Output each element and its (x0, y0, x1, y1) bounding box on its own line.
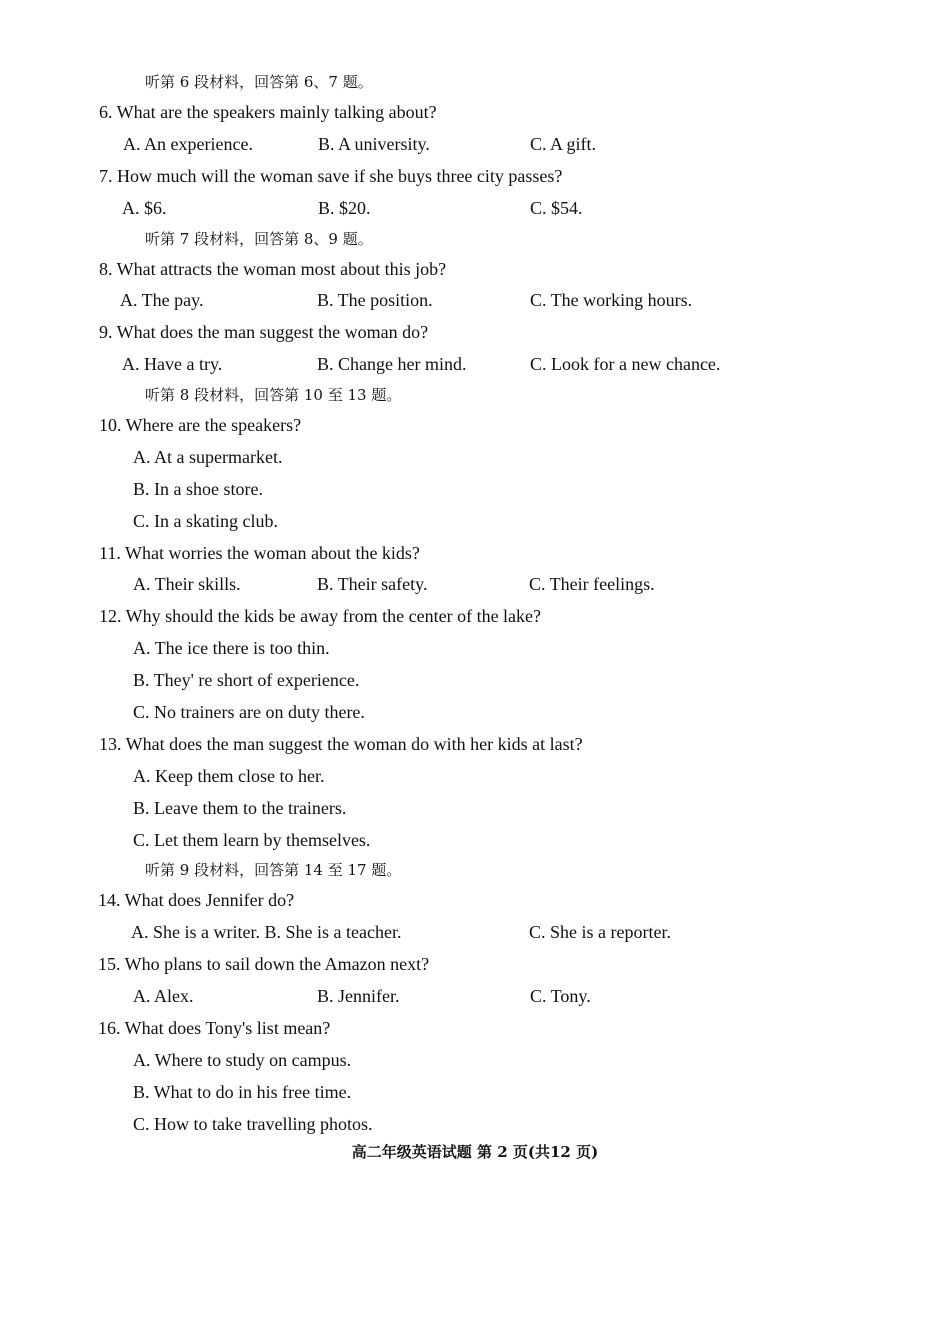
section-instruction: 听第 6 段材料，回答第 6、7 题。 (145, 73, 373, 91)
option-b: B. Jennifer. (317, 986, 400, 1006)
question-stem: 15. Who plans to sail down the Amazon next? (98, 954, 430, 974)
question-stem: 9. What does the man suggest the woman do? (99, 322, 429, 342)
section-instruction: 听第 8 段材料，回答第 10 至 13 题。 (145, 386, 402, 404)
question-stem: 8. What attracts the woman most about this job? (99, 259, 447, 279)
option-b: B. Their safety. (317, 574, 428, 594)
section-instruction: 听第 9 段材料，回答第 14 至 17 题。 (145, 861, 402, 879)
option-b: B. In a shoe store. (133, 479, 263, 499)
question-stem: 11. What worries the woman about the kids? (99, 543, 420, 563)
option-c: C. In a skating club. (133, 511, 278, 531)
option-a: A. $6. (122, 198, 167, 218)
question-stem: 10. Where are the speakers? (99, 415, 302, 435)
question-stem: 7. How much will the woman save if she buys three city passes? (99, 166, 563, 186)
option-c: C. $54. (530, 198, 583, 218)
question-stem: 16. What does Tony's list mean? (98, 1018, 331, 1038)
question-stem: 6. What are the speakers mainly talking about? (99, 102, 437, 122)
option-c: C. No trainers are on duty there. (133, 702, 365, 722)
option-b: B. A university. (318, 134, 430, 154)
section-instruction: 听第 7 段材料，回答第 8、9 题。 (145, 230, 373, 248)
option-b: B. The position. (317, 290, 433, 310)
question-stem: 12. Why should the kids be away from the center of the lake? (99, 606, 542, 626)
option-b: B. $20. (318, 198, 371, 218)
option-c: C. Let them learn by themselves. (133, 830, 371, 850)
option-b: B. What to do in his free time. (133, 1082, 352, 1102)
option-c: C. She is a reporter. (529, 922, 671, 942)
option-b: B. They' re short of experience. (133, 670, 360, 690)
option-a: A. Keep them close to her. (133, 766, 325, 786)
question-stem: 13. What does the man suggest the woman do with her kids at last? (99, 734, 583, 754)
option-a: A. An experience. (123, 134, 253, 154)
option-c: C. Look for a new chance. (530, 354, 721, 374)
option-a-b: A. She is a writer. B. She is a teacher. (131, 922, 402, 942)
option-c: C. Tony. (530, 986, 591, 1006)
option-a: A. Alex. (133, 986, 194, 1006)
option-a: A. The ice there is too thin. (133, 638, 330, 658)
option-a: A. Their skills. (133, 574, 241, 594)
option-a: A. At a supermarket. (133, 447, 283, 467)
option-a: A. Where to study on campus. (133, 1050, 352, 1070)
option-c: C. Their feelings. (529, 574, 655, 594)
option-c: C. How to take travelling photos. (133, 1114, 373, 1134)
option-b: B. Leave them to the trainers. (133, 798, 347, 818)
option-c: C. A gift. (530, 134, 597, 154)
page-footer: 高二年级英语试题 第 2 页(共12 页) (351, 1143, 599, 1161)
option-a: A. Have a try. (122, 354, 223, 374)
option-c: C. The working hours. (530, 290, 693, 310)
option-b: B. Change her mind. (317, 354, 467, 374)
option-a: A. The pay. (120, 290, 204, 310)
question-stem: 14. What does Jennifer do? (98, 890, 295, 910)
